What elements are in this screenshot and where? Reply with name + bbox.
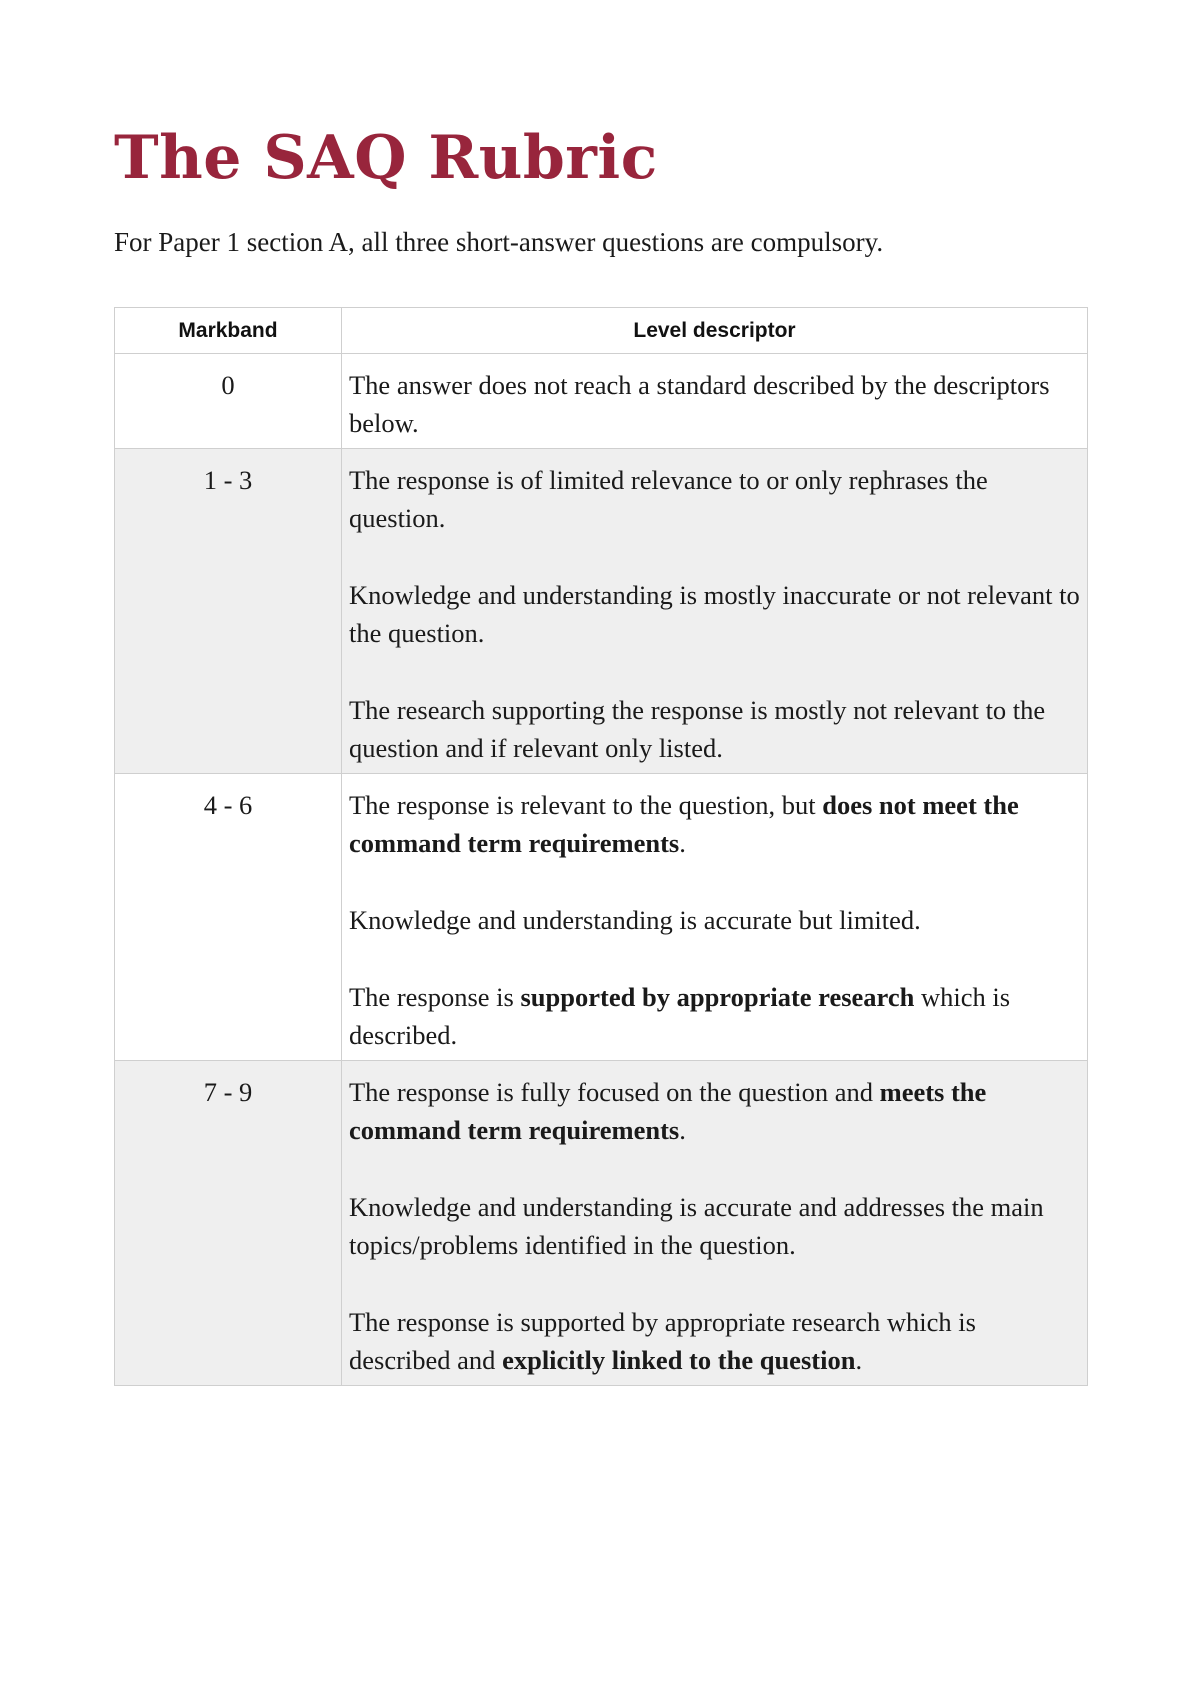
descriptor-cell [342, 1061, 1088, 1386]
table-row [115, 774, 1088, 1061]
descriptor-text: The response is supported by appropriate research which is described and [349, 1307, 976, 1375]
descriptor-text: Knowledge and understanding is mostly inaccurate or not relevant to the question. [349, 580, 1080, 648]
descriptor-text: The research supporting the response is mostly not relevant to the question and if relevant only listed. [349, 695, 1046, 763]
level-descriptor-header: Level descriptor [342, 308, 1088, 354]
descriptor-paragraph [349, 576, 1081, 652]
descriptor-text: . [855, 1345, 863, 1375]
descriptor-text: . [679, 828, 686, 858]
descriptor-paragraph [349, 786, 1081, 862]
page-title: The SAQ Rubric [114, 123, 658, 193]
emphasis-text: explicitly linked to the question [502, 1345, 856, 1375]
table-row [115, 449, 1088, 774]
emphasis-text: supported by appropriate research [520, 982, 915, 1012]
markband-cell: 1 - 3 [115, 449, 342, 774]
descriptor-paragraph [349, 1073, 1081, 1149]
descriptor-text: Knowledge and understanding is accurate but limited. [349, 905, 921, 935]
markband-header: Markband [115, 308, 342, 354]
intro-text: For Paper 1 section A, all three short-answer questions are compulsory. [114, 227, 884, 257]
descriptor-text: Knowledge and understanding is accurate and addresses the main topics/problems identified in the question. [349, 1192, 1044, 1260]
descriptor-text: The answer does not reach a standard described by the descriptors below. [349, 370, 1050, 438]
descriptor-paragraph [349, 1303, 1081, 1379]
descriptor-paragraph [349, 978, 1081, 1054]
descriptor-cell [342, 354, 1088, 449]
descriptor-text: which is described. [349, 982, 1011, 1050]
descriptor-paragraph [349, 366, 1081, 442]
descriptor-cell [342, 449, 1088, 774]
descriptor-text: The response is relevant to the question, but [349, 790, 823, 820]
table-row [115, 354, 1088, 449]
descriptor-text: The response is of limited relevance to or only rephrases the question. [349, 465, 988, 533]
emphasis-text: does not meet the command term requirements [349, 790, 1019, 858]
descriptor-paragraph [349, 691, 1081, 767]
rubric-table [114, 307, 1088, 1386]
markband-cell: 7 - 9 [115, 1061, 342, 1386]
markband-cell: 0 [115, 354, 342, 449]
emphasis-text: meets the command term requirements [349, 1077, 987, 1145]
descriptor-text: The response is [349, 982, 521, 1012]
table-row [115, 1061, 1088, 1386]
table-header-row [115, 308, 1088, 354]
descriptor-text: . [679, 1115, 686, 1145]
descriptor-paragraph [349, 901, 1081, 939]
rubric-body [115, 354, 1088, 1386]
markband-cell: 4 - 6 [115, 774, 342, 1061]
descriptor-paragraph [349, 1188, 1081, 1264]
descriptor-paragraph [349, 461, 1081, 537]
descriptor-cell [342, 774, 1088, 1061]
descriptor-text: The response is fully focused on the question and [349, 1077, 880, 1107]
